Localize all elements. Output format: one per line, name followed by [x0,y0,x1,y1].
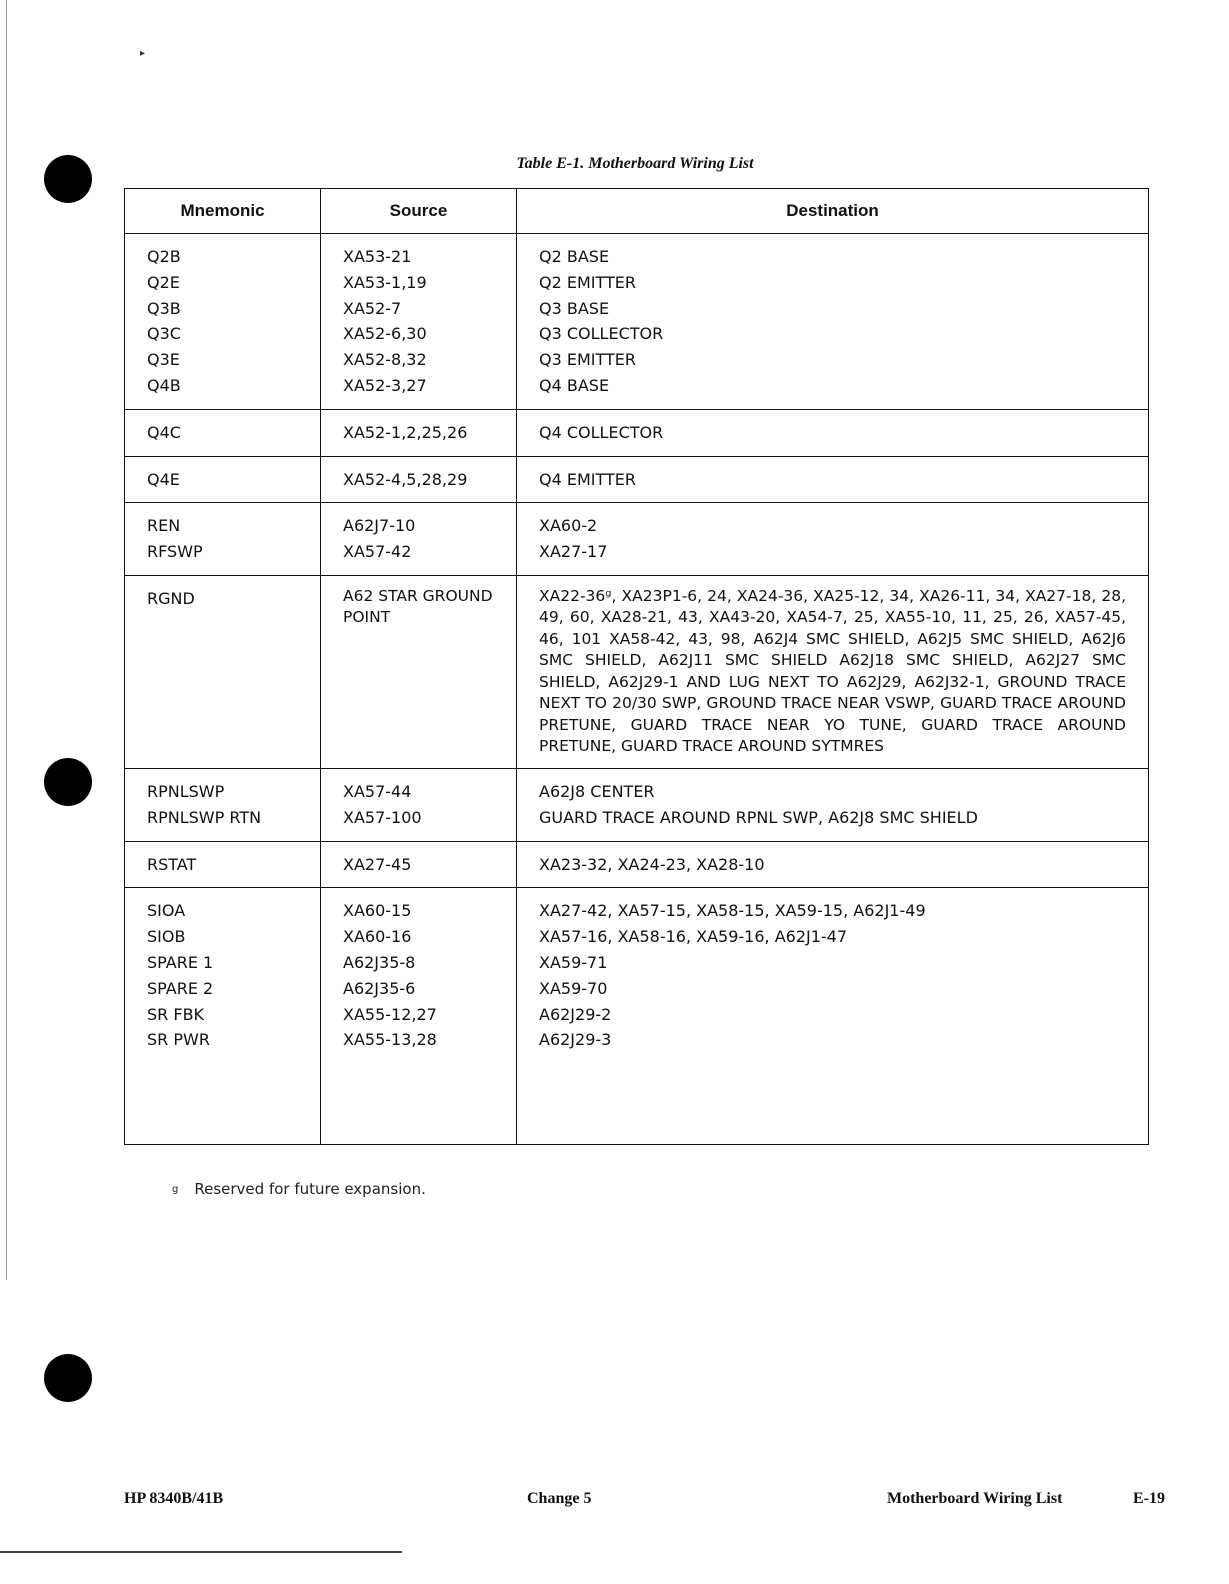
destination-value: Q3 BASE [539,298,610,318]
cell-source [321,456,517,503]
destination-value: XA59-71 [539,952,608,972]
mnemonic-value: Q4B [147,375,181,395]
destination-value: XA57-16, XA58-16, XA59-16, A62J1-47 [539,927,848,947]
table-title: Table E-1. Motherboard Wiring List [516,155,754,172]
header-destination: Destination [517,189,1149,234]
table-row-group [125,888,1149,1145]
mnemonic-value: Q3B [147,298,181,318]
destination-value: Q4 BASE [539,375,610,395]
cell-mnemonic [125,456,321,503]
mnemonic-value: RPNLSWP RTN [147,807,262,827]
source-value: A62J7-10 [343,516,416,536]
scan-speck: ▸ [140,48,146,59]
wiring-table [124,188,1149,1145]
cell-source [321,409,517,456]
cell-mnemonic [125,888,321,1145]
destination-value: A62J29-3 [539,1030,612,1050]
cell-mnemonic [125,409,321,456]
cell-destination [517,888,1149,1145]
mnemonic-value: Q4E [147,469,180,489]
cell-destination [517,234,1149,410]
cell-destination [517,841,1149,888]
cell-mnemonic [125,768,321,841]
source-value: XA52-1,2,25,26 [343,422,468,442]
source-value: XA60-15 [343,901,412,921]
source-value: XA52-3,27 [343,375,427,395]
mnemonic-value: Q3C [147,324,181,344]
table-body [125,234,1149,1145]
cell-mnemonic [125,503,321,576]
mnemonic-value: SPARE 1 [147,952,214,972]
mnemonic-value: RFSWP [147,542,203,562]
cell-mnemonic [125,575,321,768]
mnemonic-value: Q2E [147,272,180,292]
destination-value: XA60-2 [539,516,598,536]
mnemonic-value: RPNLSWP [147,781,225,801]
destination-value: XA23-32, XA24-23, XA28-10 [539,854,765,874]
mnemonic-value: Q2B [147,247,181,266]
destination-value: Q3 EMITTER [539,350,636,370]
cell-source [321,768,517,841]
cell-destination [517,456,1149,503]
source-value: A62J35-6 [343,978,416,998]
source-value: XA52-6,30 [343,324,427,344]
cell-mnemonic [125,841,321,888]
destination-value: Q2 BASE [539,247,610,266]
destination-value: Q2 EMITTER [539,272,636,292]
table-row-group [125,768,1149,841]
table-row-group [125,575,1149,768]
source-value: XA53-21 [343,247,412,266]
destination-value: A62J29-2 [539,1004,612,1024]
table-row-group [125,456,1149,503]
cell-source [321,575,517,768]
mnemonic-value: SR FBK [147,1004,205,1024]
cell-destination [517,575,1149,768]
destination-value: XA27-42, XA57-15, XA58-15, XA59-15, A62J1-49 [539,901,926,921]
destination-value: XA27-17 [539,542,608,562]
mnemonic-value: SR PWR [147,1030,210,1050]
table-row-group [125,409,1149,456]
cell-mnemonic [125,234,321,410]
header-row [125,189,1149,234]
footer-model: HP 8340B/41B [124,1490,224,1507]
table-row-group [125,503,1149,576]
destination-value: A62J8 CENTER [539,781,655,801]
destination-value: GUARD TRACE AROUND RPNL SWP, A62J8 SMC SHIELD [539,807,978,827]
cell-destination [517,768,1149,841]
destination-value: XA59-70 [539,978,608,998]
footnote-text: Reserved for future expansion. [194,1180,426,1198]
source-value: XA27-45 [343,854,412,874]
footnote [172,1180,426,1198]
cell-source [321,234,517,410]
mnemonic-value: SIOB [147,927,186,947]
source-value: A62J35-8 [343,952,416,972]
footer-page-number: E-19 [1133,1490,1165,1507]
destination-value: Q4 EMITTER [539,469,636,489]
destination-value: XA22-36ᵍ, XA23P1-6, 24, XA24-36, XA25-12, 34, XA26-11, 34, XA27-18, 28, 49, 60, XA28-21, 43, XA43-20, XA54-7, 25, XA55-10, 11, 25, 26, XA57-45, 46, 101 XA58-42, 43, 98, A62J4 SMC SHIELD, A62J5 SMC SHIELD, A62J6 SMC SHIELD, A62J11 SMC SHIELD A62J18 SMC SHIELD, A62J27 SMC SHIELD, A62J29-1 AND LUG NEXT TO A62J29, A62J32-1, GROUND TRACE NEXT TO 20/30 SWP, GROUND TRACE NEAR VSWP, GUARD TRACE AROUND PRETUNE, GUARD TRACE NEAR YO TUNE, GUARD TRACE AROUND PRETUNE, GUARD TRACE AROUND SYTMRES [539,586,1126,756]
source-value: XA57-42 [343,542,412,562]
footer-section: Motherboard Wiring List [887,1490,1063,1507]
header-source: Source [321,189,517,234]
source-value: XA60-16 [343,927,412,947]
mnemonic-value: SPARE 2 [147,978,214,998]
source-value: XA52-8,32 [343,350,427,370]
source-value: XA53-1,19 [343,272,427,292]
source-value: XA52-7 [343,298,402,318]
source-value: XA55-12,27 [343,1004,437,1024]
source-value: XA55-13,28 [343,1030,437,1050]
mnemonic-value: RSTAT [147,854,197,874]
mnemonic-value: SIOA [147,901,186,921]
source-value: A62 STAR GROUND POINT [343,586,493,627]
binder-hole-middle [44,758,92,806]
binder-hole-bottom [44,1354,92,1402]
mnemonic-value: RGND [147,588,195,608]
source-value: XA57-100 [343,807,422,827]
table-row-group [125,234,1149,410]
cell-source [321,841,517,888]
cell-source [321,503,517,576]
source-value: XA52-4,5,28,29 [343,469,468,489]
footer-change: Change 5 [527,1490,592,1507]
mnemonic-value: REN [147,516,181,536]
bottom-rule [0,1551,402,1553]
mnemonic-value: Q4C [147,422,181,442]
header-mnemonic: Mnemonic [125,189,321,234]
cell-destination [517,409,1149,456]
destination-value: Q3 COLLECTOR [539,324,664,344]
destination-value: Q4 COLLECTOR [539,422,664,442]
footnote-marker: g [172,1184,179,1195]
cell-destination [517,503,1149,576]
page-edge-rule [6,0,7,1280]
table-row-group [125,841,1149,888]
mnemonic-value: Q3E [147,350,180,370]
cell-source [321,888,517,1145]
source-value: XA57-44 [343,781,412,801]
